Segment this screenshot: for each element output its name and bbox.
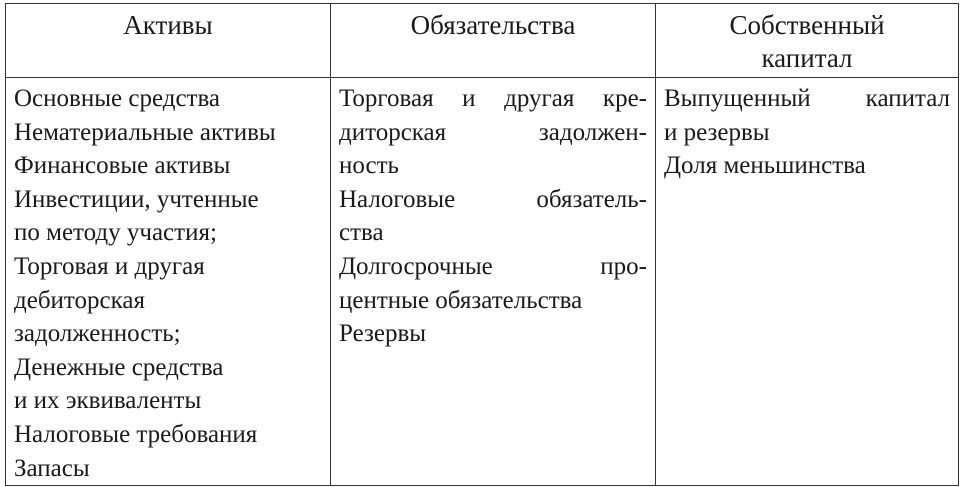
assets-item: Нематериальные активы	[14, 118, 276, 146]
header-liabilities-line-1: Обязательства	[410, 10, 576, 40]
liabilities-cell	[331, 78, 656, 486]
equity-item: Доля меньшинства	[664, 152, 866, 180]
liabilities-item: ность	[339, 152, 399, 180]
assets-cell	[6, 78, 331, 486]
assets-item: Налоговые требования	[14, 420, 258, 448]
liabilities-item: Долгосрочные про-	[339, 252, 647, 280]
liabilities-item: ства	[339, 219, 384, 247]
assets-item: задолженность;	[14, 320, 181, 348]
equity-cell	[656, 78, 959, 486]
assets-item: по методу участия;	[14, 219, 217, 247]
assets-item: Финансовые активы	[14, 152, 231, 180]
header-equity-line-1: Собственный	[729, 10, 885, 40]
header-liabilities	[331, 4, 656, 78]
header-assets-line-1: Активы	[123, 10, 213, 40]
liabilities-item: Резервы	[339, 320, 427, 348]
assets-item: Денежные средства	[14, 353, 224, 381]
assets-item: дебиторская	[14, 286, 145, 314]
header-equity	[656, 4, 959, 78]
assets-item: и их эквиваленты	[14, 387, 202, 415]
assets-item: Торговая и другая	[14, 252, 205, 280]
equity-item: и резервы	[664, 118, 770, 146]
balance-sheet-table	[5, 3, 959, 486]
assets-item: Запасы	[14, 454, 90, 482]
assets-item: Основные средства	[14, 85, 221, 112]
assets-item: Инвестиции, учтенные	[14, 185, 259, 213]
header-row	[6, 4, 959, 78]
header-equity-line-2: капитал	[761, 43, 853, 73]
header-assets	[6, 4, 331, 78]
equity-item: Выпущенный капитал	[664, 85, 950, 112]
liabilities-item: Налоговые обязатель-	[339, 185, 647, 213]
liabilities-item: Торговая и другая кре-	[339, 85, 647, 112]
body-row	[6, 78, 959, 486]
liabilities-item: центные обязательства	[339, 286, 583, 314]
liabilities-item: диторская задолжен-	[339, 118, 647, 146]
